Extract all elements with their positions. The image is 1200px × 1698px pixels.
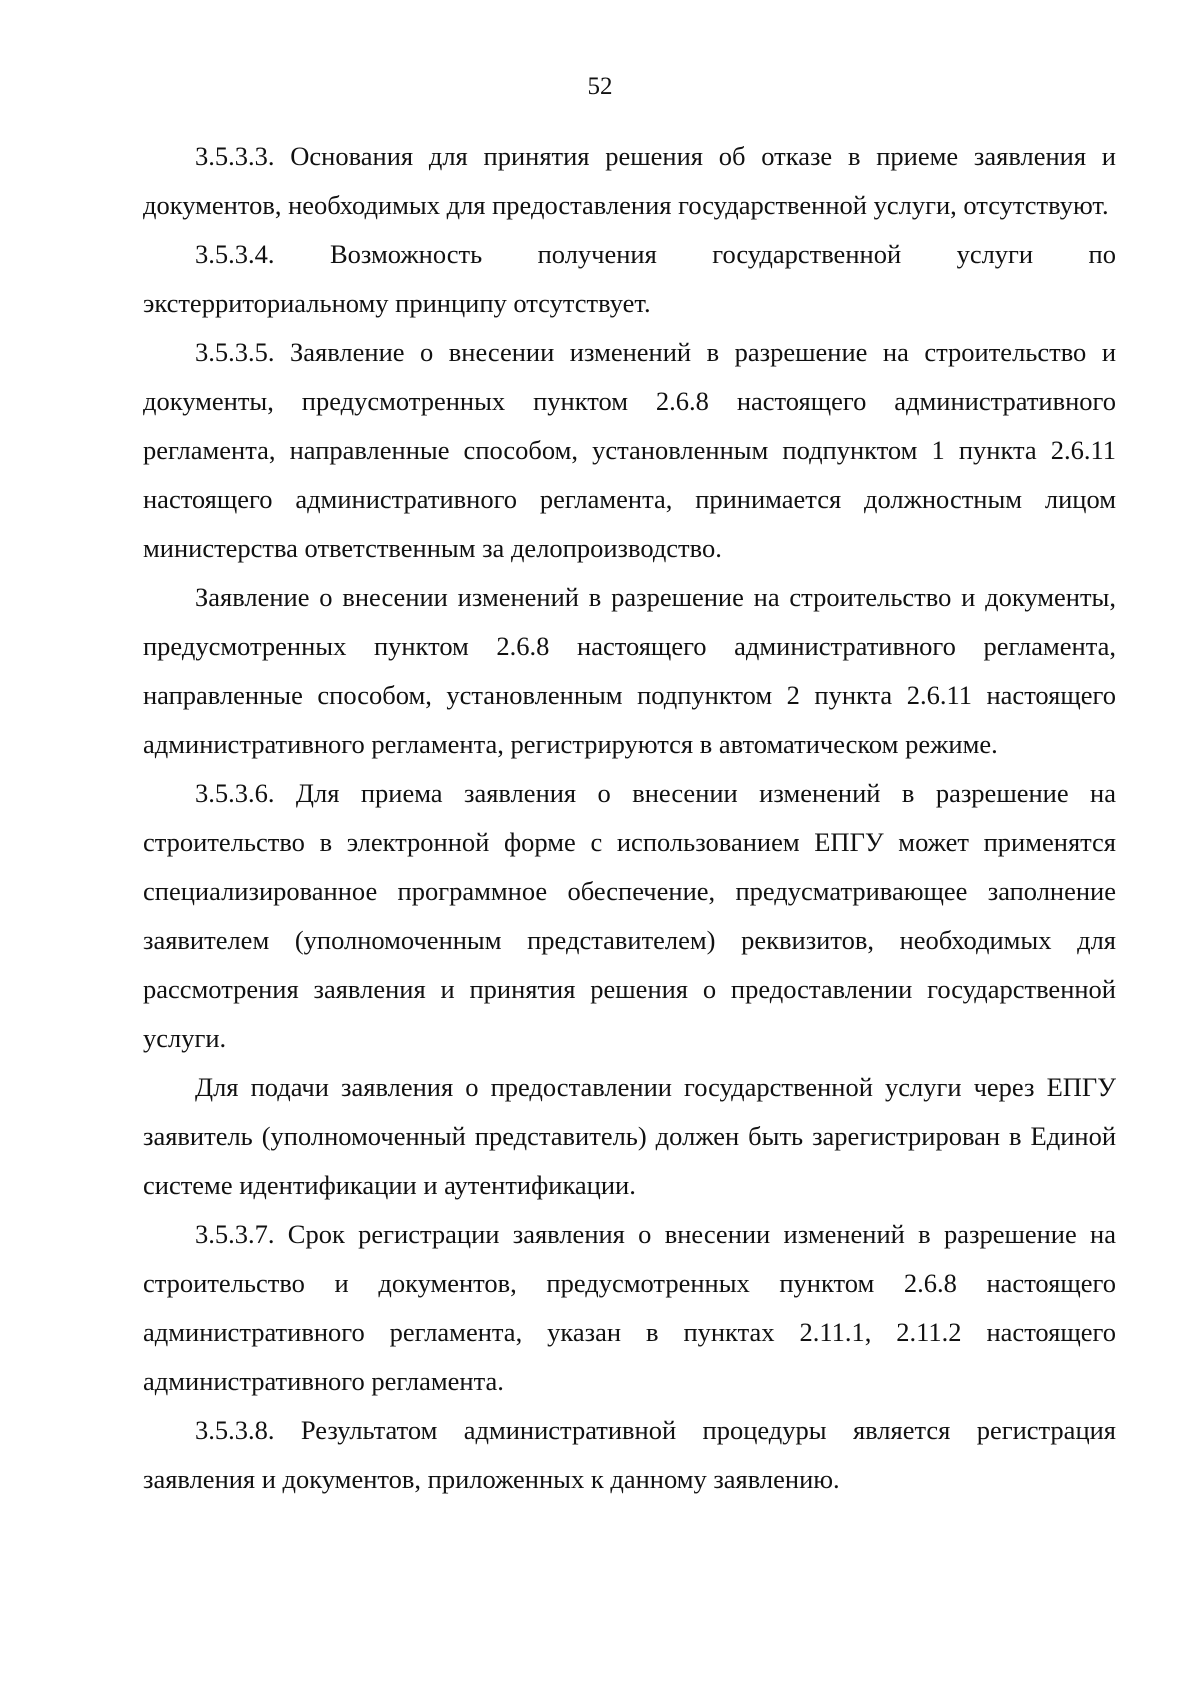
paragraph-3-5-3-5: 3.5.3.5. Заявление о внесении изменений в разрешение на строительство и документы, предусмотренных пунктом 2.6.8 настоящего административного регламента, направленные способом, установленным подпунктом 1 пункта 2.6.11 настоящего административного регламента, принимается должностным лицом министерства ответственным за делопроизводство.	[143, 337, 1116, 563]
document-body	[143, 132, 1116, 1504]
page-number: 52	[587, 73, 613, 100]
paragraph-automatic-registration: Заявление о внесении изменений в разрешение на строительство и документы, предусмотренных пунктом 2.6.8 настоящего административного регламента, направленные способом, установленным подпунктом 2 пункта 2.6.11 настоящего административного регламента, регистрируются в автоматическом режиме.	[143, 582, 1116, 759]
paragraph-3-5-3-4: 3.5.3.4. Возможность получения государственной услуги по экстерриториальному принципу отсутствует.	[143, 239, 1116, 318]
paragraph-3-5-3-7: 3.5.3.7. Срок регистрации заявления о внесении изменений в разрешение на строительство и документов, предусмотренных пунктом 2.6.8 настоящего административного регламента, указан в пунктах 2.11.1, 2.11.2 настоящего административного регламента.	[143, 1219, 1116, 1396]
paragraph-3-5-3-3: 3.5.3.3. Основания для принятия решения об отказе в приеме заявления и документов, необходимых для предоставления государственной услуги, отсутствуют.	[143, 141, 1116, 220]
paragraph-3-5-3-6: 3.5.3.6. Для приема заявления о внесении изменений в разрешение на строительство в электронной форме с использованием ЕПГУ может применятся специализированное программное обеспечение, предусматривающее заполнение заявителем (уполномоченным представителем) реквизитов, необходимых для рассмотрения заявления и принятия решения о предоставлении государственной услуги.	[143, 778, 1116, 1053]
paragraph-3-5-3-8: 3.5.3.8. Результатом административной процедуры является регистрация заявления и документов, приложенных к данному заявлению.	[143, 1415, 1116, 1494]
paragraph-epgu-registration: Для подачи заявления о предоставлении государственной услуги через ЕПГУ заявитель (уполномоченный представитель) должен быть зарегистрирован в Единой системе идентификации и аутентификации.	[143, 1072, 1116, 1200]
